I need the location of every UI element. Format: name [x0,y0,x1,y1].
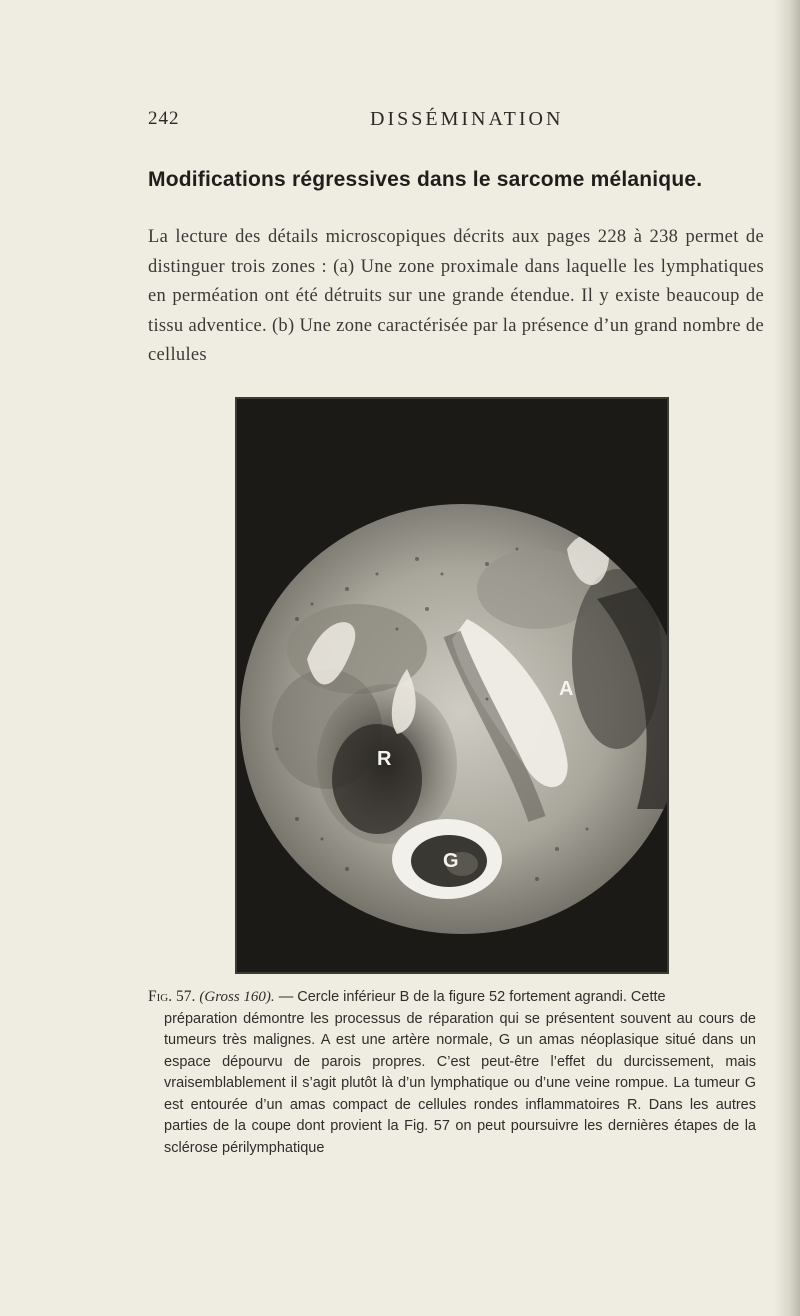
caption-body: préparation démontre les processus de réparation qui se présentent souvent au cours de tumeurs très malignes. A est une artère normale, G un amas néoplasique situé dans un espace dépourvu de parois propres. C’est peut-être l’effet du durcissement, mais vraisemblablement il s’agit plutôt là d’un lymphatique ou d’une veine rompue. La tumeur G est entourée d’un amas compact de cellules rondes inflammatoires R. Dans les autres parties de la coupe dont provient la Fig. 57 on peut poursuivre les dernières étapes de la sclérose périlymphatique [164,1010,756,1156]
running-title: DISSÉMINATION [370,108,564,130]
page-number: 242 [148,108,180,129]
caption-source-text: (Gross 160). [199,989,275,1005]
page-edge-shadow [774,0,800,1316]
caption-first-line: — Cercle inférieur B de la figure 52 fortement agrandi. Cette [274,989,666,1005]
caption-source [199,989,274,1005]
label-tumour: G [443,850,459,872]
label-cells: R [377,748,392,770]
body-paragraph: La lecture des détails microscopiques décrits aux pages 228 à 238 permet de distinguer trois zones : (a) Une zone proximale dans laquelle les lymphatiques en perméation ont été détruits sur une grande étendue. Il y existe beaucoup de tissu adventice. (b) Une zone caractérisée par la présence d’un grand nombre de cellules [148,227,764,365]
label-artery: A [559,678,574,700]
figure-caption [148,986,756,1159]
running-head [148,108,768,138]
section-title: Modifications régressives dans le sarcome mélanique. [148,168,703,191]
figure-micrograph [235,397,669,974]
micrograph-image [237,399,667,972]
caption-label: Fig. 57. [148,988,196,1005]
